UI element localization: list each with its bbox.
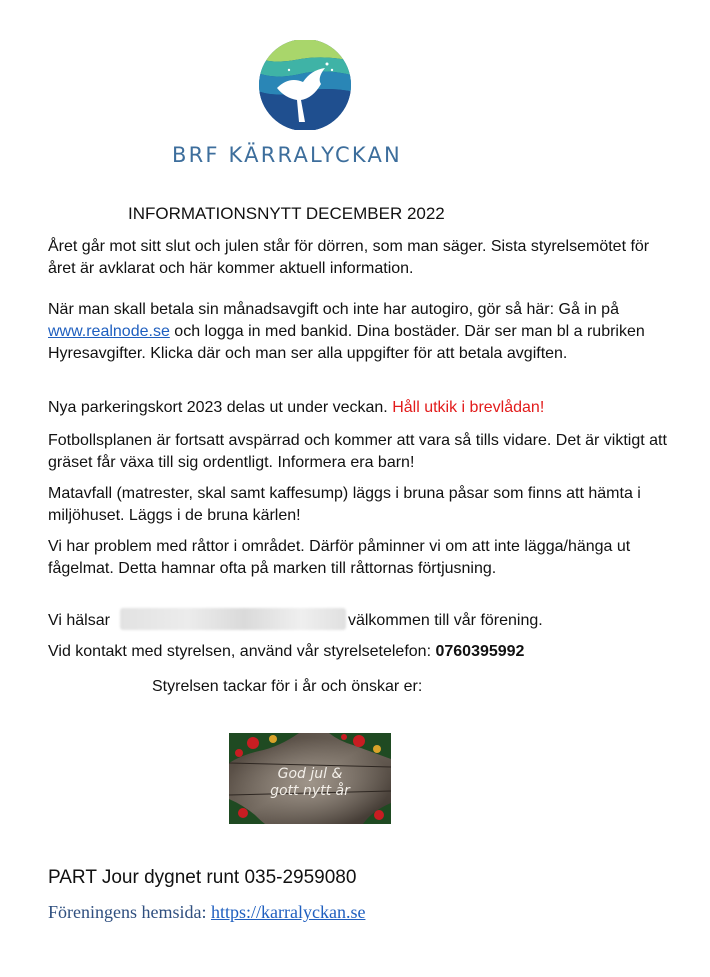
contact-text: Vid kontakt med styrelsen, använd vår styrelsetelefon: <box>48 643 436 660</box>
org-name: BRF KÄRRALYCKAN <box>172 143 402 167</box>
welcome-paragraph <box>48 608 668 632</box>
rats-paragraph <box>48 536 668 580</box>
parking-text: Nya parkeringskort 2023 delas ut under veckan. <box>48 399 393 416</box>
football-text: Fotbollsplanen är fortsatt avspärrad och kommer att vara så tills vidare. Det är viktigt att gräset får växa till sig ordentligt. Informera era barn! <box>48 432 667 471</box>
football-paragraph <box>48 430 668 474</box>
page-title: INFORMATIONSNYTT DECEMBER 2022 <box>128 204 445 223</box>
homepage-label: Föreningens hemsida: <box>48 902 211 922</box>
greeting-line-1: God jul & <box>277 766 343 782</box>
contact-paragraph <box>48 641 668 663</box>
org-logo <box>255 40 355 130</box>
rats-text: Vi har problem med råttor i området. Därför påminner vi om att inte lägga/hänga ut fågelmat. Detta hamnar ofta på marken till råttornas förtjusning. <box>48 538 631 577</box>
intro-text: Året går mot sitt slut och julen står för dörren, som man säger. Sista styrelsemötet för året är avklarat och här kommer aktuell information. <box>48 238 650 277</box>
homepage-line <box>48 902 365 923</box>
intro-paragraph <box>48 236 668 280</box>
payment-paragraph <box>48 299 668 365</box>
redacted-names <box>120 608 346 630</box>
part-jour-line: PART Jour dygnet runt 035-2959080 <box>48 867 357 888</box>
greeting-line-2: gott nytt år <box>270 783 350 799</box>
parking-highlight: Håll utkik i brevlådan! <box>392 399 545 416</box>
homepage-link[interactable]: https://karralyckan.se <box>210 902 366 922</box>
parking-paragraph <box>48 397 668 419</box>
payment-text-1: När man skall betala sin månadsavgift och inte har autogiro, gör så här: Gå in på <box>48 301 619 318</box>
realnode-link[interactable]: www.realnode.se <box>48 323 170 340</box>
welcome-text-1: Vi hälsar <box>48 612 110 629</box>
board-phone: 0760395992 <box>435 643 525 660</box>
thanks-text: Styrelsen tackar för i år och önskar er: <box>152 678 423 695</box>
welcome-text-2: välkommen till vår förening. <box>347 612 543 629</box>
food-waste-paragraph <box>48 483 668 527</box>
food-waste-text: Matavfall (matrester, skal samt kaffesump) läggs i bruna påsar som finns att hämta i miljöhuset. Läggs i de bruna kärlen! <box>48 485 641 524</box>
christmas-card-image <box>229 733 391 824</box>
payment-text-2: och logga in med bankid. Dina bostäder. Där ser man bl a rubriken Hyresavgifter. Klicka där och man ser alla uppgifter för att betala avgiften. <box>48 323 645 362</box>
thanks-paragraph <box>152 676 652 698</box>
